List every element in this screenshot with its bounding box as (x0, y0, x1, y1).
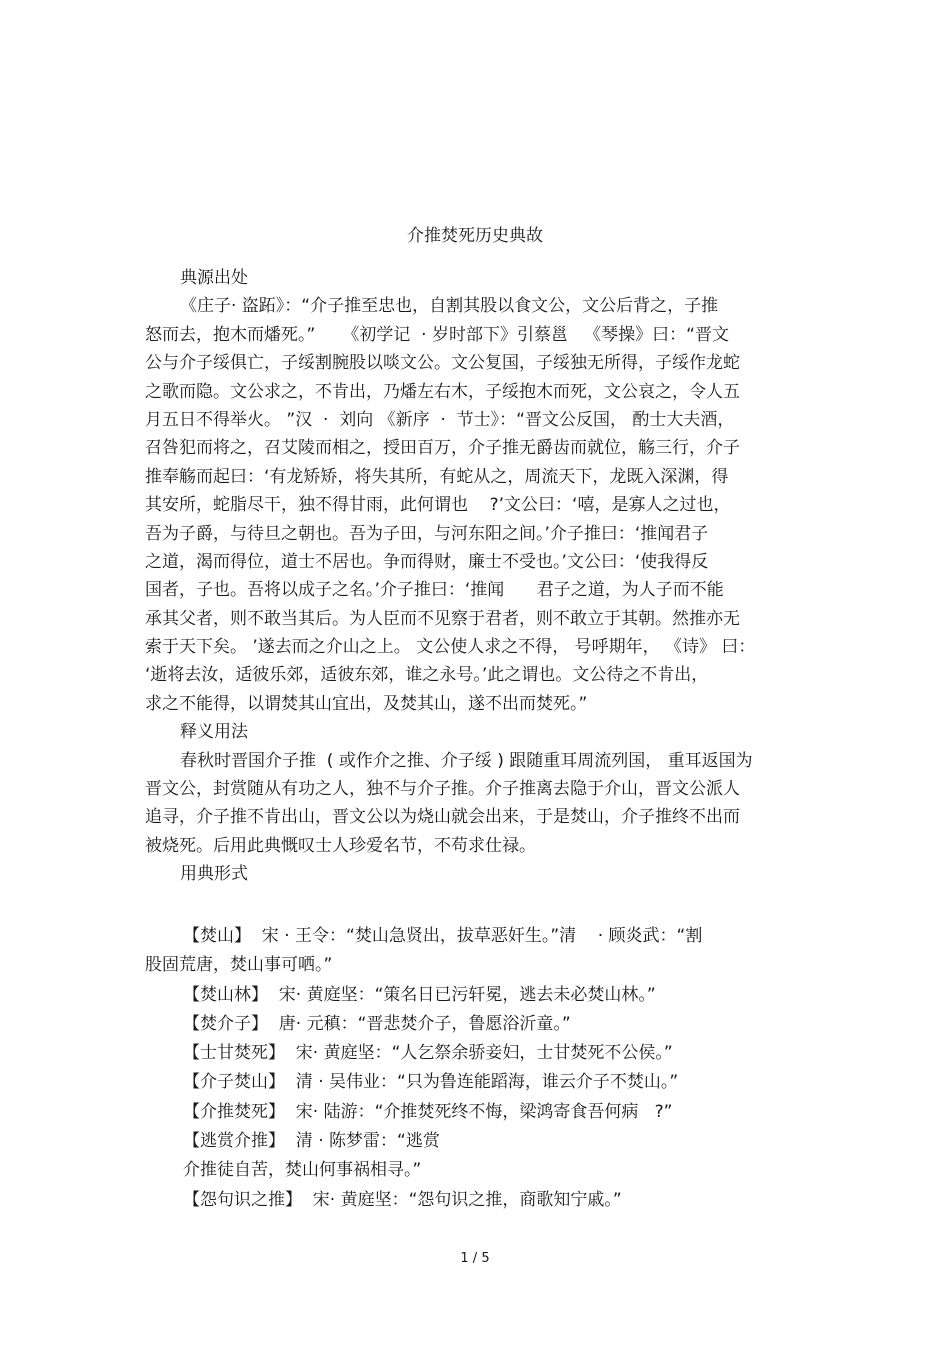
usage-line: 【焚山林】 宋· 黄庭坚：“策名日已污轩冕，逃去未必焚山林。” (183, 984, 656, 1005)
source-line: 月五日不得举火。 ”汉 · 刘向 《新序 · 节士》：“晋文公反国， 酌士大夫酒， (145, 409, 735, 430)
meaning-line: 晋文公，封赏随从有功之人，独不与介子推。介子推离去隐于介山，晋文公派人 (145, 779, 740, 800)
usage-line: 【介子焚山】 清 · 吴伟业：“只为鲁连能蹈海，谁云介子不焚山。” (183, 1072, 679, 1093)
source-line: 求之不能得，以谓焚其山宜出，及焚其山，遂不出而焚死。” (145, 693, 588, 714)
source-line: 其安所，蛇脂尽干，独不得甘雨，此何谓也 ?’文公曰：‘嘻，是寡人之过也， (145, 495, 731, 516)
document-title: 介推焚死历史典故 (407, 226, 543, 246)
source-line: 索于天下矣。 ’遂去而之介山之上。 文公使人求之不得， 号呼期年， 《诗》 曰： (145, 637, 756, 658)
section-heading-usage: 用典形式 (180, 864, 248, 885)
source-line: ‘逝将去汝，适彼乐郊，适彼东郊，谁之永号。’此之谓也。文公待之不肯出， (145, 665, 709, 686)
source-line: 召咎犯而将之，召艾陵而相之，授田百万，介子推无爵齿而就位，觞三行，介子 (145, 438, 740, 459)
section-heading-source: 典源出处 (180, 268, 248, 288)
usage-line: 【焚介子】 唐· 元稹：“晋悲焚介子，鲁愿浴沂童。” (183, 1013, 571, 1034)
source-line: 承其父者，则不敢当其后。为人臣而不见察于君者，则不敢立于其朝。然推亦无 (145, 608, 740, 629)
usage-line: 【焚山】 宋 · 王令：“焚山急贤出，拔草恶奸生。”清 · 顾炎武：“割 (183, 926, 703, 946)
meaning-line: 春秋时晋国介子推 ( 或作介之推、介子绥 ) 跟随重耳周流列国， 重耳返国为 (180, 750, 753, 771)
source-line: 公与介子绥俱亡，子绥割腕股以啖文公。文公复国，子绥独无所得，子绥作龙蛇 (145, 353, 740, 374)
source-line: 之歌而隐。文公求之，不肯出，乃燔左右木，子绥抱木而死，文公哀之，令人五 (145, 381, 740, 402)
usage-line: 【逃赏介推】 清 · 陈梦雷：“逃赏 (183, 1131, 440, 1152)
source-line: 之道，渴而得位，道士不居也。争而得财，廉士不受也。’文公曰：‘使我得反 (145, 551, 709, 572)
page-number: 1 / 5 (460, 1251, 490, 1266)
section-heading-meaning: 释义用法 (180, 722, 248, 743)
meaning-line: 追寻，介子推不肯出山，晋文公以为烧山就会出来，于是焚山，介子推终不出而 (145, 807, 740, 828)
usage-examples (145, 922, 810, 1215)
usage-line: 【介推焚死】 宋· 陆游：“介推焚死终不悔，梁鸿寄食吾何病 ?” (183, 1101, 673, 1122)
source-line: 吾为子爵，与待旦之朝也。吾为子田，与河东阳之间。’介子推曰：‘推闻君子 (145, 523, 709, 544)
meaning-line: 被烧死。后用此典慨叹士人珍爱名节，不苟求仕禄。 (145, 835, 536, 856)
document-body (145, 264, 810, 889)
source-line: 国者，子也。吾将以成子之名。’介子推曰：‘推闻 君子之道，为人子而不能 (145, 580, 724, 601)
usage-line: 【士甘焚死】 宋· 黄庭坚：“人乞祭余骄妾妇，士甘焚死不公侯。” (183, 1043, 673, 1064)
source-line: 怒而去，抱木而燔死。” 《初学记 · 岁时部下》引蔡邕 《琴操》曰：“晋文 (145, 324, 729, 345)
usage-line: 股固荒唐，焚山事可哂。” (145, 955, 333, 976)
source-line: 推奉觞而起曰：‘有龙矫矫，将失其所，有蛇从之，周流天下，龙既入深渊，得 (145, 466, 729, 487)
usage-line: 【怨句识之推】 宋· 黄庭坚：“怨句识之推，商歌知宁戚。” (183, 1189, 622, 1210)
source-line: 《庄子· 盗跖》：“介子推至忠也，自割其股以食文公，文公后背之，子推 (180, 296, 719, 317)
usage-line: 介推徒自苦，焚山何事祸相寻。” (183, 1160, 422, 1181)
